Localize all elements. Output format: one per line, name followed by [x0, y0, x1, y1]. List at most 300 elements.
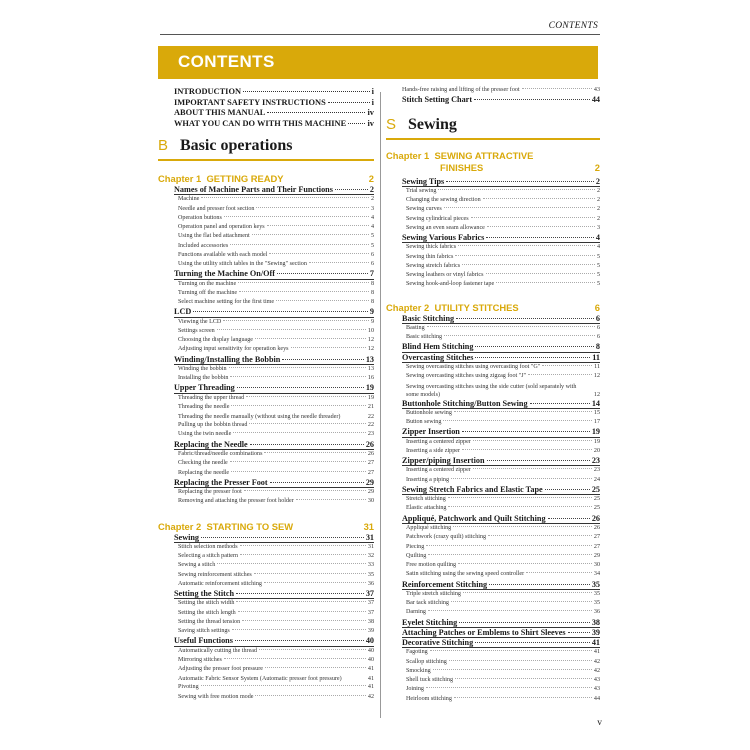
chapter-title: STARTING TO SEW [206, 520, 294, 532]
toc-section[interactable] [402, 638, 600, 648]
toc-title: INTRODUCTION [174, 87, 242, 96]
part-letter: S [386, 115, 397, 133]
toc-section[interactable] [402, 399, 600, 409]
subentry-title: Using the utility stitch tables in the "Sewing" section [178, 261, 307, 268]
toc-subentry[interactable] [178, 683, 374, 692]
subentry-page: 5 [596, 272, 600, 279]
section-page: 4 [595, 233, 600, 243]
toc-subentry[interactable] [406, 658, 600, 667]
toc-subentry[interactable] [406, 262, 600, 271]
toc-subentry[interactable] [178, 618, 374, 627]
subentry-title: Sewing overcasting stitches using zigzag foot "J" [406, 373, 527, 380]
subentry-page: 19 [367, 394, 374, 401]
subentry-title: Setting the thread tension [178, 618, 241, 625]
toc-subentry[interactable] [178, 552, 374, 561]
section-page: 44 [591, 95, 600, 105]
subentry-page: 13 [367, 365, 374, 372]
toc-subentry[interactable] [406, 533, 600, 542]
subentry-title: Sewing curves [406, 206, 442, 213]
subentry-page: 8 [370, 299, 374, 306]
subentry-page: 10 [367, 327, 374, 334]
subentry-title: Automatic reinforcement stitching [178, 580, 262, 587]
section-title: Replacing the Presser Foot [174, 477, 268, 487]
subentry-title: Sewing stretch fabrics [406, 262, 461, 269]
toc-subentry[interactable] [406, 215, 600, 224]
section-page: 11 [592, 352, 600, 362]
toc-subentry[interactable] [178, 223, 374, 232]
subentry-title: Sewing a stitch [178, 562, 216, 569]
subentry-title: Replacing the presser foot [178, 489, 242, 496]
toc-section[interactable] [402, 233, 600, 243]
toc-section[interactable] [402, 456, 600, 466]
toc-subentry[interactable] [406, 561, 600, 570]
toc-subentry[interactable] [178, 280, 374, 289]
toc-subentry[interactable] [406, 590, 600, 599]
subentry-title: Threading the upper thread [178, 394, 245, 401]
toc-section[interactable] [174, 269, 374, 279]
subentry-title: Stretch stitching [406, 496, 446, 503]
section-page: 9 [369, 307, 374, 317]
subentry-page: 43 [593, 87, 600, 93]
chapter-heading-getting-ready[interactable] [158, 173, 374, 185]
toc-subentry[interactable] [178, 488, 374, 497]
subentry-title: Satin stitching using the sewing speed controller [406, 571, 525, 578]
subentry-page: 17 [593, 419, 600, 426]
subentry-title: Shell tuck stitching [406, 677, 454, 684]
subentry-title: Scallop stitching [406, 658, 447, 665]
subentry-title: Quilting [406, 552, 427, 559]
section-page: 14 [591, 398, 600, 408]
section-page: 25 [591, 484, 600, 494]
section-page: 41 [591, 638, 600, 648]
toc-subentry[interactable] [406, 495, 600, 504]
toc-subentry[interactable] [406, 205, 600, 214]
section-title: Appliqué, Patchwork and Quilt Stitching [402, 513, 546, 523]
section-title: Sewing [174, 532, 200, 542]
toc-subentry[interactable] [178, 665, 374, 674]
subentry-title: Joining [406, 686, 424, 693]
toc-subentry[interactable] [406, 324, 600, 333]
toc-subentry[interactable] [178, 345, 374, 354]
chapter-page: 31 [363, 520, 374, 532]
toc-section[interactable] [174, 478, 374, 488]
subentry-title: Buttonhole sewing [406, 409, 452, 416]
toc-section[interactable] [402, 95, 600, 105]
subentry-title: Adjusting input sensitivity for operation keys [178, 346, 289, 353]
toc-title: IMPORTANT SAFETY INSTRUCTIONS [174, 97, 326, 107]
subentry-page: 30 [593, 562, 600, 569]
page-number: v [597, 718, 602, 728]
toc-subentry[interactable] [178, 394, 374, 403]
chapter-heading-utility-stitches[interactable] [386, 302, 600, 314]
part-title: Sewing [408, 115, 457, 133]
toc-section[interactable] [174, 307, 374, 317]
subentry-page: 42 [593, 658, 600, 665]
subentry-title: Sewing overcasting stitches using the side cutter (sold separately with some models) [406, 383, 577, 398]
chapter-title-line2: FINISHES [440, 161, 484, 173]
toc-entry-introduction[interactable] [174, 87, 374, 98]
section-page: 7 [369, 269, 374, 279]
toc-section[interactable] [174, 440, 374, 450]
toc-subentry[interactable] [178, 195, 374, 204]
chapter-heading-starting-to-sew[interactable] [158, 521, 374, 533]
subentry-page: 6 [370, 261, 374, 268]
subentry-page: 29 [367, 489, 374, 496]
chapter-label: Chapter 1 [386, 149, 430, 161]
toc-section[interactable] [174, 636, 374, 646]
subentry-page: 35 [367, 571, 374, 578]
toc-subentry[interactable] [406, 363, 600, 372]
subentry-page: 26 [593, 525, 600, 532]
toc-subentry[interactable] [178, 260, 374, 269]
toc-section[interactable] [402, 618, 600, 628]
toc-subentry[interactable] [406, 504, 600, 513]
subentry-title: Turning off the machine [178, 289, 238, 296]
section-title: Winding/Installing the Bobbin [174, 354, 281, 364]
subentry-page: 42 [593, 667, 600, 674]
subentry-title: Fabric/thread/needle combinations [178, 451, 263, 458]
subentry-title: Darning [406, 609, 426, 616]
subentry-page: 12 [593, 391, 600, 398]
toc-subentry[interactable] [178, 430, 374, 439]
section-page: 31 [365, 532, 374, 542]
subentry-page: 36 [367, 580, 374, 587]
subentry-page: 4 [370, 224, 374, 231]
section-title: Turning the Machine On/Off [174, 269, 275, 279]
subentry-title: Pivoting [178, 684, 199, 691]
subentry-title: Setting the stitch length [178, 609, 236, 616]
subentry-title: Viewing the LCD [178, 318, 222, 325]
toc-subentry[interactable] [178, 469, 374, 478]
toc-section[interactable] [174, 533, 374, 543]
toc-subentry[interactable] [178, 609, 374, 618]
toc-title: ABOUT THIS MANUAL [174, 108, 266, 117]
section-title: Upper Threading [174, 383, 235, 393]
toc-subentry[interactable] [406, 552, 600, 561]
subentry-page: 31 [367, 543, 374, 550]
subentry-page: 27 [367, 469, 374, 476]
subentry-page: 12 [367, 337, 374, 344]
toc-subentry[interactable] [178, 647, 374, 656]
subentry-page: 32 [367, 553, 374, 560]
subentry-page: 5 [370, 242, 374, 249]
toc-subentry[interactable] [406, 372, 600, 381]
subentry-title: Replacing the needle [178, 469, 230, 476]
toc-subentry[interactable] [178, 543, 374, 552]
subentry-page: 2 [596, 215, 600, 222]
toc-subentry[interactable] [406, 685, 600, 694]
subentry-title: Sewing reinforcement stitches [178, 571, 252, 578]
chapter-heading-sewing-attractive-finishes[interactable] [386, 150, 600, 174]
toc-section[interactable] [174, 355, 374, 365]
section-page: 37 [365, 589, 374, 599]
subentry-page: 34 [593, 571, 600, 578]
toc-subentry[interactable] [178, 403, 374, 412]
section-page: 6 [595, 313, 600, 323]
right-column [386, 86, 600, 704]
section-page: 19 [591, 427, 600, 437]
toc-subentry[interactable] [178, 627, 374, 636]
subentry-title: Threading the needle manually (without using the needle threader) [178, 414, 341, 421]
left-column [158, 87, 374, 702]
toc-page: i [371, 97, 374, 107]
section-page: 29 [365, 477, 374, 487]
toc-subentry[interactable] [178, 561, 374, 570]
running-head: CONTENTS [548, 21, 598, 31]
toc-subentry[interactable] [178, 336, 374, 345]
section-page: 19 [365, 383, 374, 393]
subentry-page: 9 [370, 318, 374, 325]
subentry-page: 25 [593, 505, 600, 512]
subentry-page: 35 [593, 600, 600, 607]
toc-subentry[interactable] [406, 608, 600, 617]
toc-subentry[interactable] [406, 438, 600, 447]
toc-subentry[interactable] [178, 656, 374, 665]
toc-subentry[interactable] [406, 648, 600, 657]
section-title: Stitch Setting Chart [402, 95, 473, 105]
section-title: Reinforcement Stitching [402, 579, 488, 589]
toc-subentry[interactable] [406, 676, 600, 685]
subentry-title: Fagoting [406, 649, 428, 656]
section-page: 23 [591, 456, 600, 466]
toc-subentry[interactable] [178, 693, 374, 702]
subentry-page: 4 [370, 214, 374, 221]
subentry-title: Patchwork (crazy quilt) stitching [406, 534, 487, 541]
contents-title: CONTENTS [178, 52, 275, 71]
subentry-page: 41 [367, 666, 374, 673]
section-title: Overcasting Stitches [402, 352, 474, 362]
subentry-page: 5 [596, 281, 600, 288]
subentry-page: 33 [367, 562, 374, 569]
toc-section[interactable] [402, 514, 600, 524]
subentry-title: Sewing cylindrical pieces [406, 215, 469, 222]
subentry-page: 40 [367, 647, 374, 654]
section-title: Sewing Various Fabrics [402, 233, 485, 243]
subentry-page: 5 [596, 262, 600, 269]
chapter-title: UTILITY STITCHES [434, 301, 519, 313]
header-rule [160, 34, 600, 35]
toc-subentry[interactable] [178, 251, 374, 260]
toc-entry-safety-instructions[interactable] [174, 98, 374, 109]
section-page: 38 [591, 617, 600, 627]
toc-subentry[interactable] [406, 418, 600, 427]
section-page: 39 [591, 627, 600, 637]
chapter-title-line1: SEWING ATTRACTIVE [434, 149, 534, 161]
toc-subentry[interactable] [406, 570, 600, 579]
toc-entry-what-you-can-do[interactable] [174, 119, 374, 130]
toc-subentry[interactable] [406, 695, 600, 704]
contents-banner [158, 46, 598, 79]
toc-page: iv [367, 108, 374, 117]
subentry-title: Inserting a centered zipper [406, 438, 471, 445]
subentry-title: Automatically cutting the thread [178, 647, 258, 654]
subentry-page: 15 [593, 409, 600, 416]
toc-subentry[interactable] [178, 365, 374, 374]
toc-subentry[interactable] [406, 243, 600, 252]
subentry-page: 41 [367, 684, 374, 691]
toc-subentry[interactable] [406, 196, 600, 205]
subentry-page: 29 [593, 552, 600, 559]
subentry-title: Basting [406, 324, 425, 331]
toc-subentry[interactable] [406, 599, 600, 608]
toc-section[interactable] [402, 342, 600, 352]
subentry-title: Sewing overcasting stitches using overcasting foot "G" [406, 364, 541, 371]
section-title: Replacing the Needle [174, 439, 248, 449]
subentry-title: Threading the needle [178, 403, 230, 410]
toc-subentry[interactable] [178, 205, 374, 214]
subentry-title: Sewing thin fabrics [406, 253, 454, 260]
subentry-title: Using the flat bed attachment [178, 233, 250, 240]
chapter-label: Chapter 2 [386, 301, 430, 313]
section-title: Setting the Stitch [174, 589, 235, 599]
toc-subentry[interactable] [406, 271, 600, 280]
toc-subentry[interactable] [406, 280, 600, 289]
subentry-title: Operation buttons [178, 214, 222, 221]
subentry-title: Installing the bobbin [178, 375, 229, 382]
toc-subentry[interactable] [178, 289, 374, 298]
toc-subentry[interactable] [178, 674, 374, 683]
subentry-title: Using the twin needle [178, 431, 232, 438]
subentry-page: 38 [367, 618, 374, 625]
subentry-title: Button sewing [406, 419, 442, 426]
toc-subentry[interactable] [178, 497, 374, 506]
toc-subentry[interactable] [178, 412, 374, 421]
subentry-page: 20 [593, 447, 600, 454]
section-title: Eyelet Stitching [402, 617, 458, 627]
subentry-page: 30 [367, 498, 374, 505]
toc-subentry[interactable] [406, 187, 600, 196]
toc-subentry[interactable] [178, 318, 374, 327]
subentry-page: 40 [367, 656, 374, 663]
toc-subentry[interactable] [178, 214, 374, 223]
toc-section[interactable] [402, 628, 600, 638]
toc-page: i [371, 87, 374, 96]
subentry-page: 6 [596, 324, 600, 331]
subentry-title: Stitch selection methods [178, 543, 238, 550]
toc-section[interactable] [402, 427, 600, 437]
toc-subentry[interactable] [178, 599, 374, 608]
subentry-page: 43 [593, 686, 600, 693]
subentry-title: Smocking [406, 667, 431, 674]
subentry-title: Settings screen [178, 327, 215, 334]
subentry-title: Adjusting the presser foot pressure [178, 666, 263, 673]
section-page: 26 [591, 513, 600, 523]
section-title: Useful Functions [174, 636, 233, 646]
toc-subentry[interactable] [406, 543, 600, 552]
subentry-page: 8 [370, 280, 374, 287]
subentry-title: Pulling up the bobbin thread [178, 422, 248, 429]
toc-subentry[interactable] [406, 524, 600, 533]
chapter-label: Chapter 2 [158, 520, 202, 532]
toc-section[interactable] [402, 580, 600, 590]
subentry-page: 5 [370, 233, 374, 240]
toc-subentry[interactable] [406, 224, 600, 233]
subentry-page: 3 [596, 224, 600, 231]
toc-subentry[interactable] [178, 459, 374, 468]
subentry-page: 35 [593, 590, 600, 597]
toc-section[interactable] [174, 383, 374, 393]
subentry-title: Sewing hook-and-loop fastener tape [406, 281, 495, 288]
toc-section[interactable] [174, 589, 374, 599]
subentry-page: 43 [593, 677, 600, 684]
toc-subentry[interactable] [406, 466, 600, 475]
subentry-page: 16 [367, 375, 374, 382]
toc-subentry[interactable] [178, 232, 374, 241]
subentry-title: Mirroring stitches [178, 656, 222, 663]
toc-subentry[interactable] [406, 667, 600, 676]
section-title: Names of Machine Parts and Their Functions [174, 185, 333, 194]
subentry-page: 23 [367, 431, 374, 438]
subentry-page: 27 [593, 534, 600, 541]
toc-subentry[interactable] [406, 253, 600, 262]
subentry-title: Saving stitch settings [178, 628, 230, 635]
section-title: LCD [174, 307, 192, 317]
toc-subentry[interactable] [178, 298, 374, 307]
toc-subentry[interactable] [406, 333, 600, 342]
subentry-title: Checking the needle [178, 460, 228, 467]
subentry-title: Free motion quilting [406, 562, 457, 569]
toc-section[interactable] [402, 485, 600, 495]
toc-subentry[interactable] [402, 86, 600, 95]
section-title: Buttonhole Stitching/Button Sewing [402, 398, 528, 408]
subentry-page: 22 [367, 414, 374, 421]
section-page: 2 [595, 176, 600, 186]
toc-subentry[interactable] [178, 242, 374, 251]
subentry-title: Sewing with free motion mode [178, 693, 254, 700]
subentry-page: 27 [593, 543, 600, 550]
subentry-page: 6 [596, 334, 600, 341]
subentry-page: 12 [367, 346, 374, 353]
toc-subentry[interactable] [178, 421, 374, 430]
subentry-page: 39 [367, 628, 374, 635]
toc-subentry[interactable] [178, 327, 374, 336]
subentry-page: 24 [593, 476, 600, 483]
section-page: 13 [365, 354, 374, 364]
toc-section[interactable] [402, 314, 600, 324]
toc-section[interactable] [174, 185, 374, 195]
section-title: Sewing Stretch Fabrics and Elastic Tape [402, 484, 543, 494]
toc-entry-about-manual[interactable] [174, 108, 374, 119]
subentry-title: Removing and attaching the presser foot holder [178, 498, 294, 505]
toc-subentry[interactable] [406, 409, 600, 418]
subentry-title: Machine [178, 196, 200, 203]
toc-section[interactable] [402, 353, 600, 363]
section-title: Sewing Tips [402, 176, 445, 186]
subentry-title: Setting the stitch width [178, 600, 235, 607]
subentry-title: Appliqué stitching [406, 525, 452, 532]
chapter-title: GETTING READY [206, 173, 284, 184]
toc-subentry[interactable] [178, 580, 374, 589]
subentry-page: 11 [594, 364, 600, 371]
toc-subentry[interactable] [406, 447, 600, 456]
chapter-page: 2 [594, 161, 600, 173]
part-title: Basic operations [180, 137, 293, 154]
toc-subentry[interactable] [178, 571, 374, 580]
toc-subentry[interactable] [178, 374, 374, 383]
section-page: 40 [365, 636, 374, 646]
toc-subentry[interactable] [406, 382, 600, 399]
subentry-page: 12 [593, 373, 600, 380]
toc-subentry[interactable] [406, 476, 600, 485]
column-divider [380, 92, 381, 718]
subentry-page: 2 [596, 206, 600, 213]
toc-section[interactable] [402, 177, 600, 187]
toc-subentry[interactable] [178, 450, 374, 459]
subentry-title: Sewing leathers or vinyl fabrics [406, 272, 484, 279]
subentry-title: Triple stretch stitching [406, 590, 461, 597]
subentry-title: Automatic Fabric Sensor System (Automatic presser foot pressure) [178, 676, 342, 683]
part-heading-sewing [386, 116, 600, 140]
